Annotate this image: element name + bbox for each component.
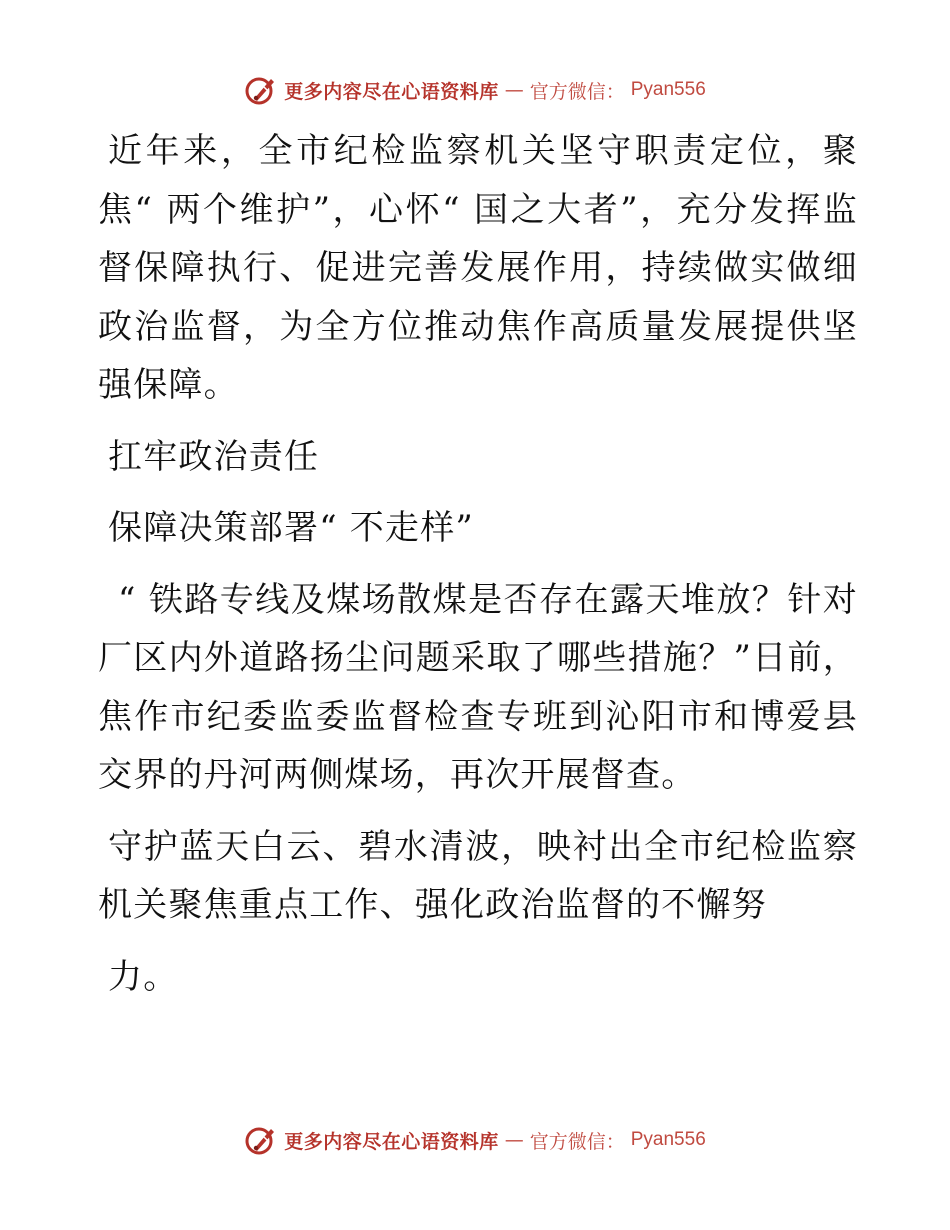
banner-brand-text: 更多内容尽在心语资料库 (284, 80, 499, 103)
quill-pen-circle-icon (244, 73, 278, 107)
banner-wechat-handle: Pyan556 (630, 1129, 706, 1150)
paragraph-inspection: “ 铁路专线及煤场散煤是否存在露天堆放？针对厂区内外道路扬尘问题采取了哪些措施？”日前，焦作市纪委监委监督检查专班到沁阳市和博爱县交界的丹河两侧煤场，再次开展督查。 (98, 579, 858, 795)
section-heading: 扛牢政治责任 (108, 436, 320, 477)
footer-banner (0, 1120, 950, 1160)
paragraph-conclusion: 守护蓝天白云、碧水清波，映衬出全市纪检监察机关聚焦重点工作、强化政治监督的不懈努 (98, 826, 858, 925)
banner-wechat-label: 官方微信： (529, 1130, 625, 1153)
banner-brand-text: 更多内容尽在心语资料库 (284, 1130, 499, 1153)
header-banner (0, 70, 950, 110)
document-body (98, 122, 858, 1006)
quill-pen-circle-icon (244, 1123, 278, 1157)
banner-separator: — (504, 1129, 524, 1151)
paragraph-conclusion-tail: 力。 (108, 956, 179, 997)
section-subheading: 保障决策部署“ 不走样” (108, 508, 474, 548)
banner-separator: — (504, 79, 524, 101)
paragraph-intro: 近年来，全市纪检监察机关坚守职责定位，聚焦“ 两个维护”，心怀“ 国之大者”，充分发挥监督保障执行、促进完善发展作用，持续做实做细政治监督，为全方位推动焦作高质量发展提供坚强保障。 (98, 131, 858, 405)
banner-wechat-handle: Pyan556 (630, 79, 706, 100)
banner-wechat-label: 官方微信： (529, 80, 625, 103)
